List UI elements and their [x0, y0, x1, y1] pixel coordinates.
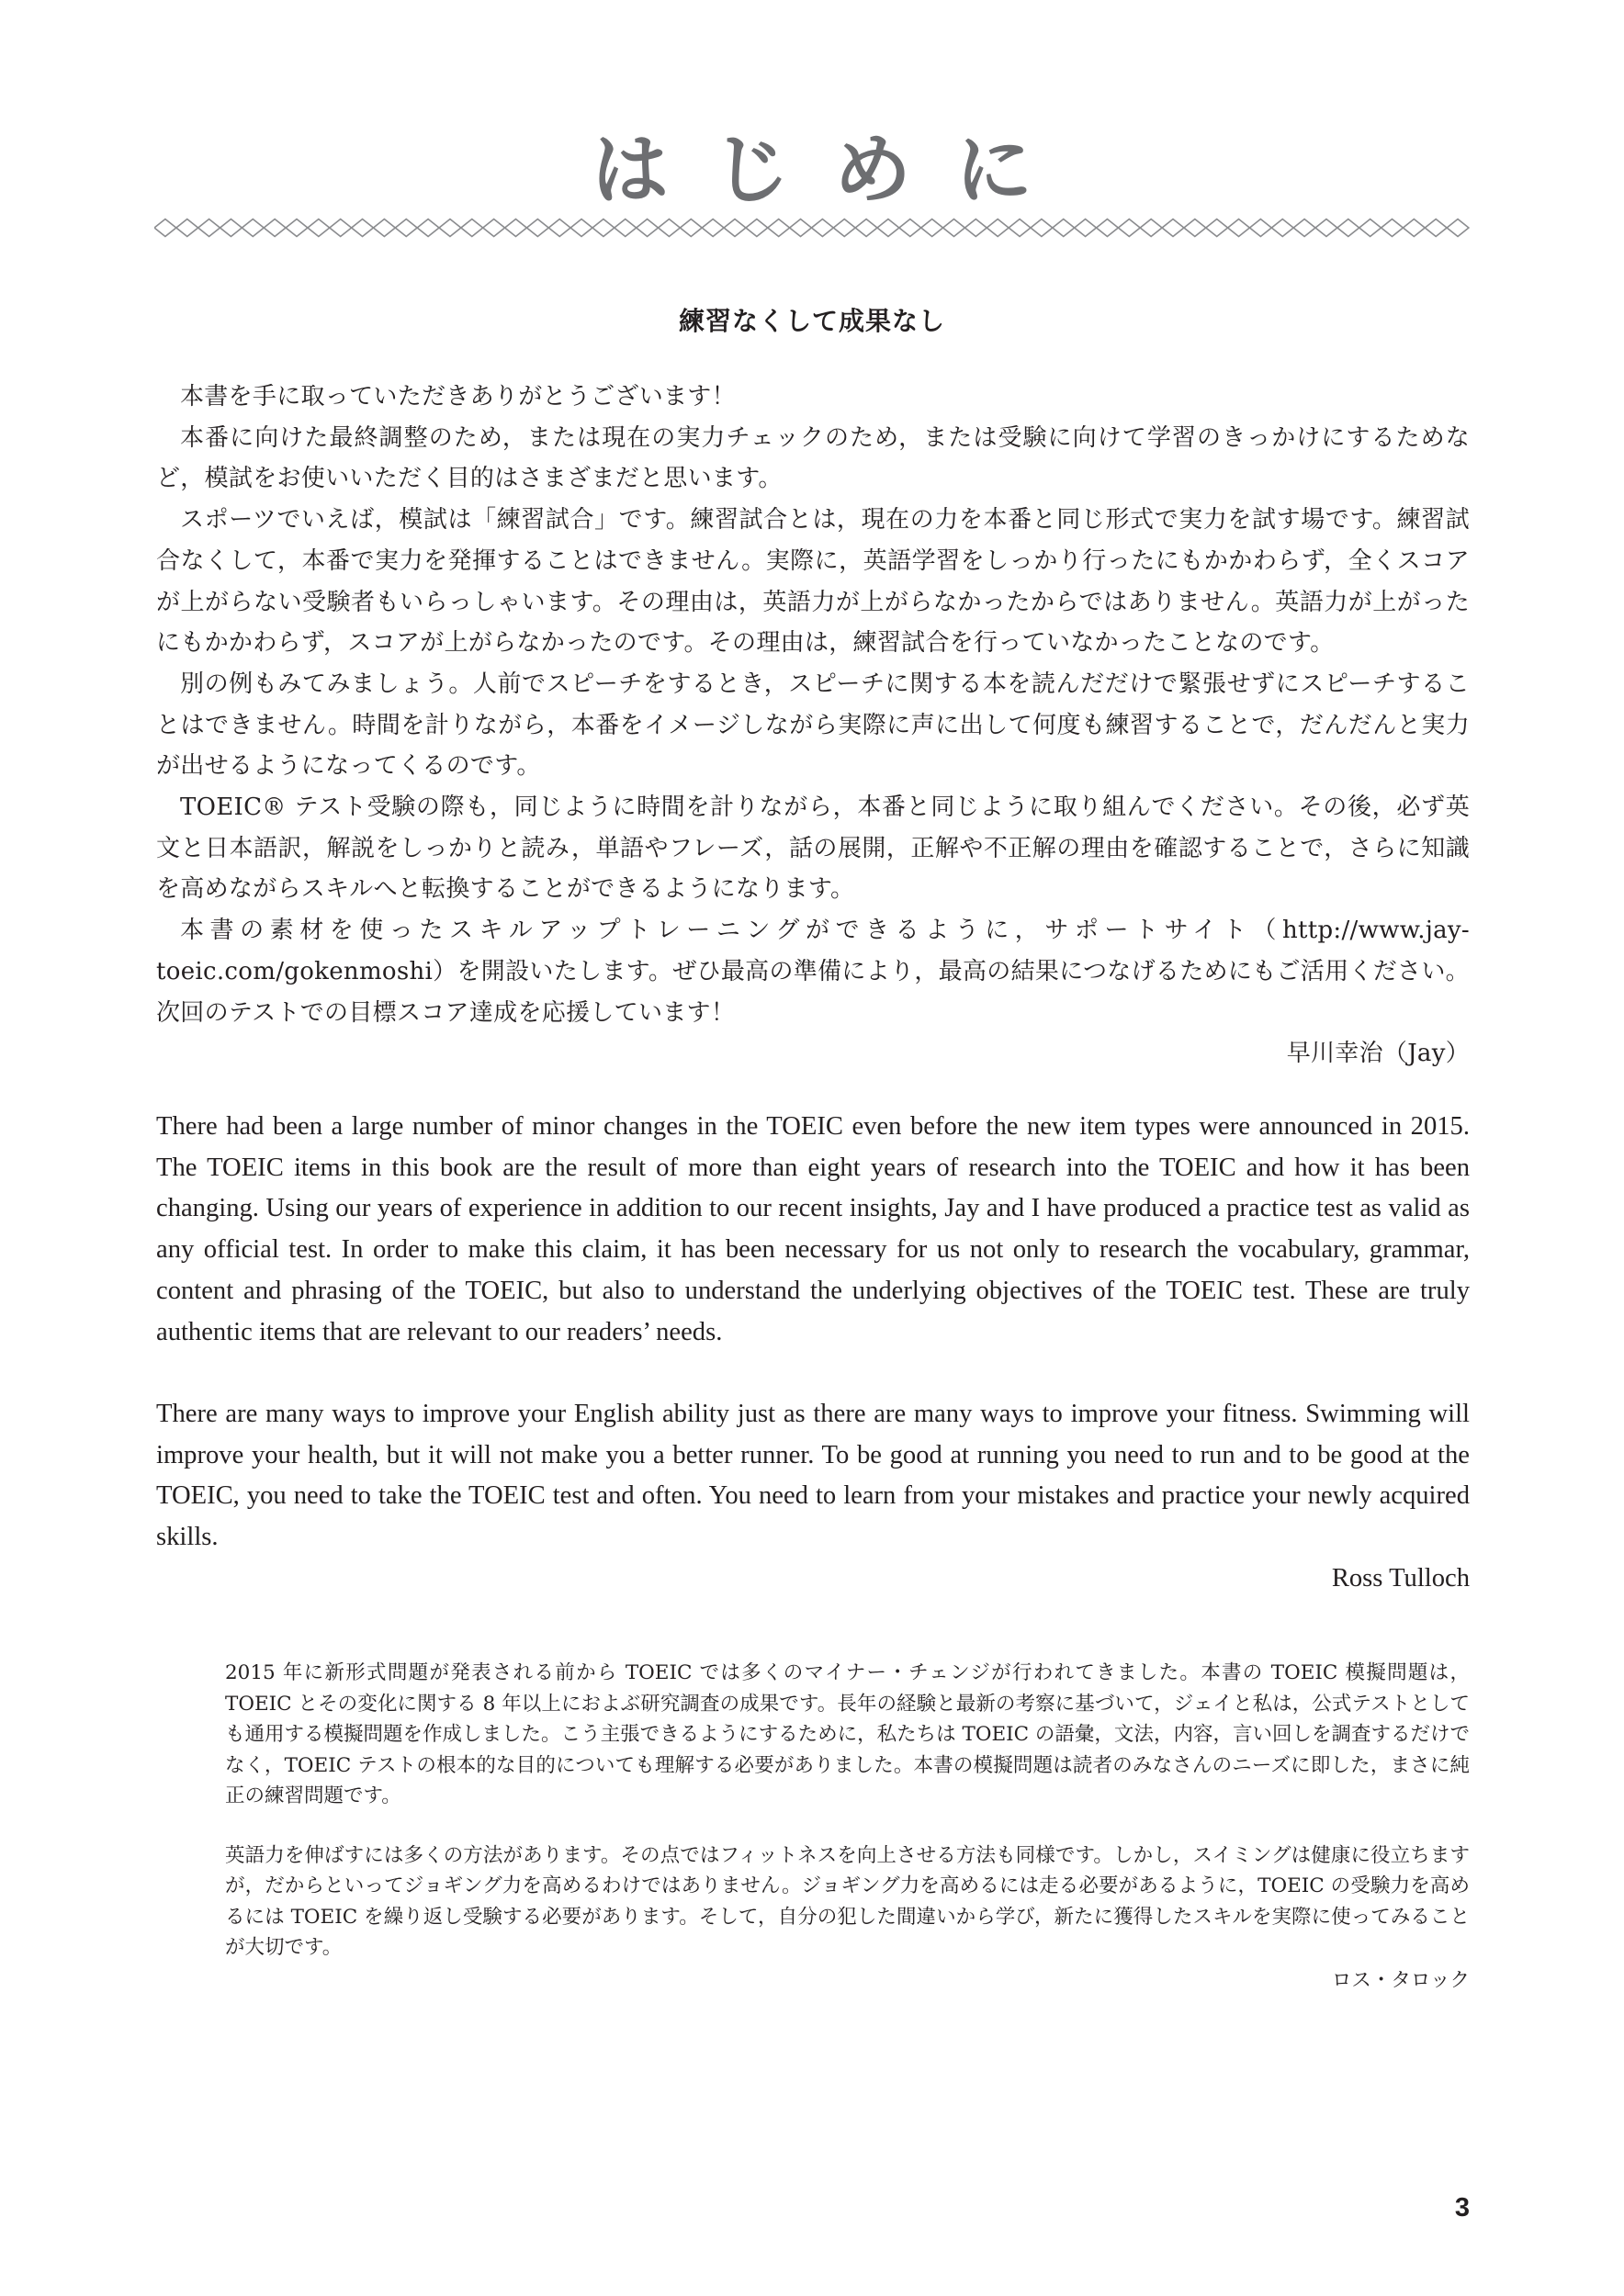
diamond-ornament [198, 219, 220, 237]
diamond-ornament [724, 219, 746, 237]
diamond-ornament [176, 219, 198, 237]
diamond-ornament [680, 219, 702, 237]
diamond-ornament [746, 219, 768, 237]
diamond-ornament [1403, 219, 1425, 237]
jp-intro-paragraph: 本番に向けた最終調整のため，または現在の実力チェックのため，または受験に向けて学習のきっかけにするためなど，模試をお使いいただく目的はさまざまだと思います。 [156, 423, 1470, 493]
diamond-ornament [855, 219, 877, 237]
diamond-ornament [1228, 219, 1250, 237]
diamond-ornament [1140, 219, 1162, 237]
en-paragraph-2: There are many ways to improve your English ability just as there are many ways to improve your fitness. Swimming will improve your health, but it will not make you a better runner. To be good at running you need to run and to be good at the TOEIC, you need to take the TOEIC test and often. You need to learn from your mistakes and practice your newly acquired skills. [156, 1399, 1470, 1552]
diamond-ornament [1337, 219, 1359, 237]
section-subtitle: 練習なくして成果なし [678, 306, 945, 336]
jp-intro-paragraph: スポーツでいえば，模試は「練習試合」です。練習試合とは，現在の力を本番と同じ形式で実力を試す場です。練習試合なくして，本番で実力を発揮することはできません。実際に，英語学習をしっかり行ったにもかかわらず，全くスコアが上がらない受験者もいらっしゃいます。その理由は，英語力が上がらなかったからではありません。英語力が上がったにもかかわらず，スコアが上がらなかったのです。その理由は，練習試合を行っていなかったことなのです。 [156, 506, 1470, 658]
diamond-ornament [220, 219, 242, 237]
diamond-ornament [812, 219, 834, 237]
diamond-ornament [505, 219, 527, 237]
diamond-ornament [1009, 219, 1031, 237]
diamond-ornament [1031, 219, 1053, 237]
jp-intro-paragraph: 本書の素材を使ったスキルアップトレーニングができるように，サポートサイト（http://www.jay-toeic.com/gokenmoshi）を開設いたします。ぜひ最高の準備により，最高の結果につなげるためにもご活用ください。次回のテストでの目標スコア達成を応援しています！ [156, 917, 1470, 1027]
english-message [156, 1107, 1470, 1599]
diamond-ornament [395, 219, 417, 237]
diamond-ornament [308, 219, 330, 237]
diamond-ornament [877, 219, 899, 237]
jp-intro-paragraph: TOEIC® テスト受験の際も，同じように時間を計りながら，本番と同じように取り組んでください。その後，必ず英文と日本語訳，解説をしっかりと読み，単語やフレーズ，話の展開，正解や不正解の理由を確認することで，さらに知識を高めながらスキルへと転換することができるようになります。 [156, 793, 1470, 904]
page-number: 3 [1454, 2193, 1470, 2223]
diamond-ornament [1184, 219, 1206, 237]
diamond-ornament [1359, 219, 1382, 237]
diamond-ornament [768, 219, 790, 237]
diamond-ornament [833, 219, 855, 237]
diamond-ornament [1315, 219, 1337, 237]
diamond-ornament [1293, 219, 1315, 237]
jp-author-signature: 早川幸治（Jay） [1286, 1040, 1470, 1068]
diamond-ornament [943, 219, 965, 237]
diamond-ornament [964, 219, 987, 237]
diamond-ornament [417, 219, 439, 237]
diamond-ornament [615, 219, 637, 237]
diamond-ornament [1206, 219, 1228, 237]
diamond-ornament [1250, 219, 1272, 237]
diamond-ornament [330, 219, 352, 237]
diamond-ornament [1447, 219, 1469, 237]
diamond-ornament [374, 219, 396, 237]
jp-translation-signature: ロス・タロック [1331, 1968, 1470, 1992]
jp-intro-paragraph: 本書を手に取っていただきありがとうございます！ [180, 383, 736, 411]
page-title: はじめに [591, 124, 1077, 215]
diamond-ornament [352, 219, 374, 237]
diamond-ornament [526, 219, 548, 237]
diamond-ornament [286, 219, 308, 237]
jp-intro-paragraph: 別の例もみてみましょう。人前でスピーチをするとき，スピーチに関する本を読んだだけで緊張せずにスピーチすることはできません。時間を計りながら，本番をイメージしながら実際に声に出して何度も練習することで，だんだんと実力が出せるようになってくるのです。 [156, 670, 1470, 781]
en-author-signature: Ross Tulloch [1331, 1563, 1470, 1593]
diamond-border-divider [154, 209, 1470, 246]
diamond-ornament [1425, 219, 1447, 237]
diamond-ornament [242, 219, 264, 237]
diamond-ornament [899, 219, 921, 237]
diamond-ornament [702, 219, 724, 237]
diamond-ornament [439, 219, 461, 237]
en-paragraph-1: There had been a large number of minor changes in the TOEIC even before the new item types were announced in 2015. The TOEIC items in this book are the result of more than eight years of research into the TOEIC and how it has been changing. Using our years of experience in addition to our recent insights, Jay and I have produced a practice test as valid as any official test. In order to make this claim, it has been necessary for us not only to research the vocabulary, grammar, content and phrasing of the TOEIC, but also to understand the underlying objectives of the TOEIC test. These are truly authentic items that are relevant to our readers’ needs. [156, 1112, 1470, 1346]
diamond-ornament [592, 219, 615, 237]
diamond-ornament [1053, 219, 1075, 237]
japanese-introduction [156, 377, 1470, 1075]
japanese-translation [225, 1658, 1470, 1996]
diamond-ornament [483, 219, 505, 237]
diamond-ornament [154, 219, 176, 237]
diamond-ornament [1271, 219, 1293, 237]
diamond-ornament [1097, 219, 1119, 237]
diamond-ornament [1382, 219, 1404, 237]
diamond-ornament [1118, 219, 1140, 237]
diamond-ornament [921, 219, 943, 237]
diamond-ornament [461, 219, 483, 237]
diamond-ornament [790, 219, 812, 237]
diamond-ornament [987, 219, 1009, 237]
diamond-ornament [264, 219, 286, 237]
jp-translation-paragraph-1: 2015 年に新形式問題が発表される前から TOEIC では多くのマイナー・チェンジが行われてきました。本書の TOEIC 模擬問題は，TOEIC とその変化に関する 8 年以上におよぶ研究調査の成果です。長年の経験と最新の考察に基づいて，ジェイと私は，公式テストとしても通用する模擬問題を作成しました。こう主張できるようにするために，私たちは TOEIC の語彙，文法，内容，言い回しを調査するだけでなく，TOEIC テストの根本的な目的についても理解する必要がありました。本書の模擬問題は読者のみなさんのニーズに即した，まさに純正の練習問題です。 [225, 1661, 1470, 1807]
diamond-ornament [548, 219, 570, 237]
diamond-ornament [570, 219, 592, 237]
diamond-ornament [637, 219, 659, 237]
diamond-ornament [1162, 219, 1184, 237]
diamond-ornament [659, 219, 681, 237]
jp-translation-paragraph-2: 英語力を伸ばすには多くの方法があります。その点ではフィットネスを向上させる方法も同様です。しかし，スイミングは健康に役立ちますが，だからといってジョギング力を高めるわけではありません。ジョギング力を高めるには走る必要があるように，TOEIC の受験力を高めるには TOEIC を繰り返し受験する必要があります。そして，自分の犯した間違いから学び，新たに獲得したスキルを実際に使ってみることが大切です。 [225, 1843, 1470, 1959]
diamond-ornament [1075, 219, 1097, 237]
